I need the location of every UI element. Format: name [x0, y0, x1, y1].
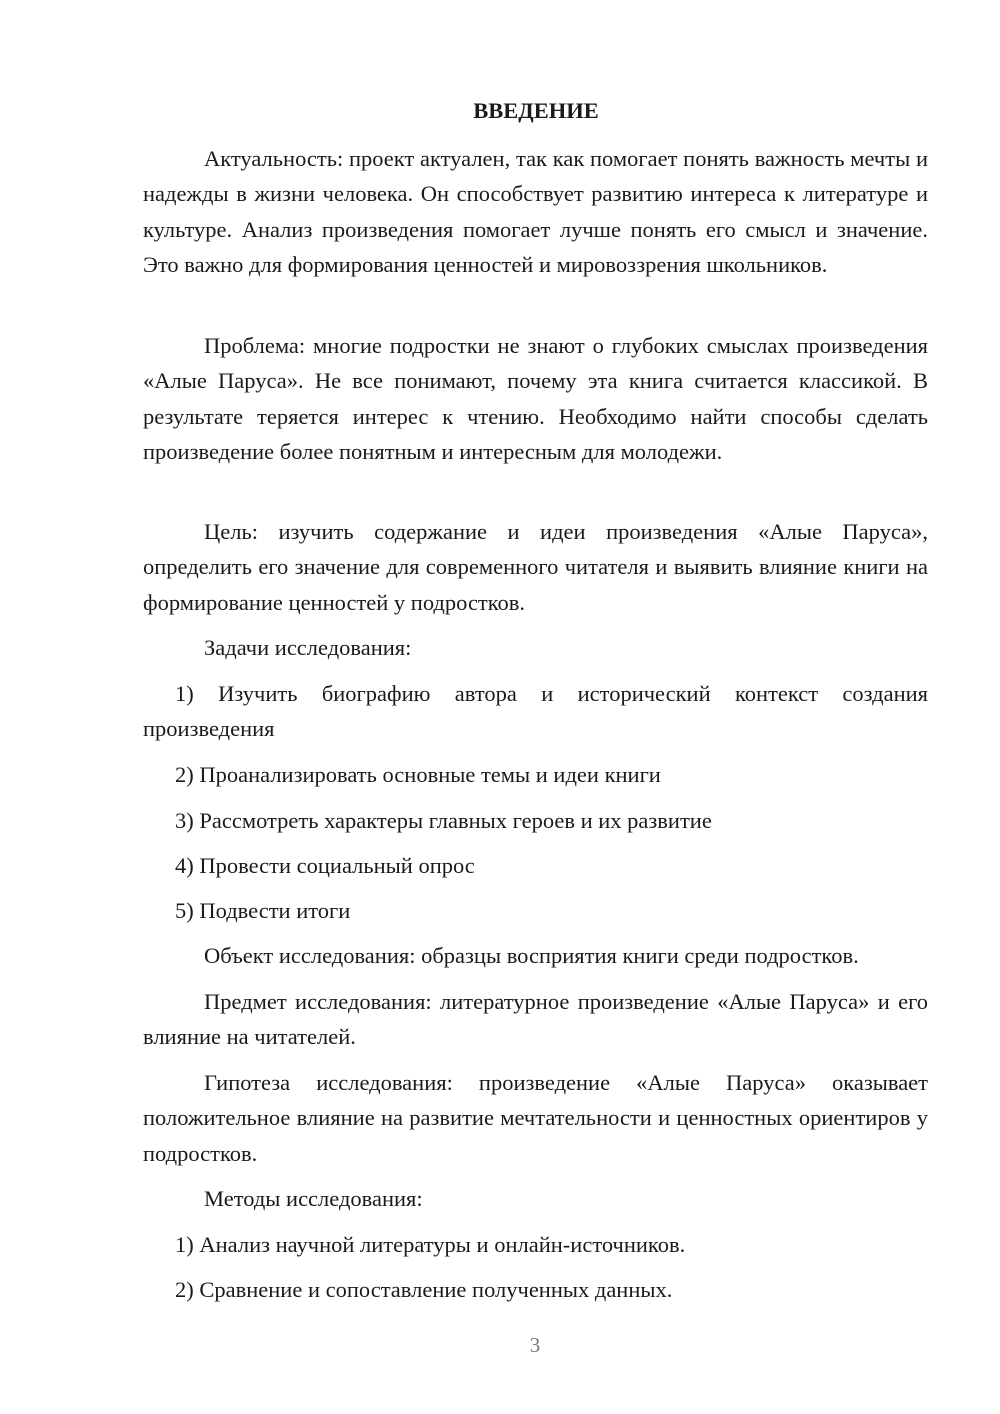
paragraph-relevance: Актуальность: проект актуален, так как помогает понять важность мечты и надежды в жизни человека. Он способствует развитию интереса к литературе и культуре. Анализ произведения помогает лучше понять его смысл и значение. Это важно для формирования ценностей и мировоззрения школьников. — [143, 146, 928, 277]
paragraph-problem: Проблема: многие подростки не знают о глубоких смыслах произведения «Алые Паруса». Не все понимают, почему эта книга считается классикой. В результате теряется интерес к чтению. Необходимо найти способы сделать произведение более понятным и интересным для молодежи. — [143, 333, 928, 464]
paragraph-goal: Цель: изучить содержание и идеи произведения «Алые Паруса», определить его значение для современного читателя и выявить влияние книги на формирование ценностей у подростков. — [143, 519, 928, 615]
paragraph-subject: Предмет исследования: литературное произведение «Алые Паруса» и его влияние на читателей. — [143, 989, 928, 1050]
list-item-method-1: 1) Анализ научной литературы и онлайн-источников. — [175, 1232, 686, 1257]
section-title: ВВЕДЕНИЕ — [473, 98, 599, 123]
list-item-task-3: 3) Рассмотреть характеры главных героев и их развитие — [175, 808, 712, 833]
paragraph-methods-heading: Методы исследования: — [204, 1186, 423, 1211]
list-item-method-2: 2) Сравнение и сопоставление полученных данных. — [175, 1277, 673, 1302]
list-item-task-2: 2) Проанализировать основные темы и идеи книги — [175, 762, 661, 787]
paragraph-hypothesis: Гипотеза исследования: произведение «Алые Паруса» оказывает положительное влияние на развитие мечтательности и ценностных ориентиров у подростков. — [143, 1070, 928, 1166]
list-item-task-5: 5) Подвести итоги — [175, 898, 351, 923]
page-number: 3 — [529, 1333, 541, 1357]
list-item-task-1: 1) Изучить биографию автора и исторический контекст создания произведения — [143, 681, 928, 742]
paragraph-tasks-heading: Задачи исследования: — [204, 635, 412, 660]
paragraph-object: Объект исследования: образцы восприятия книги среди подростков. — [204, 943, 859, 968]
list-item-task-4: 4) Провести социальный опрос — [175, 853, 475, 878]
